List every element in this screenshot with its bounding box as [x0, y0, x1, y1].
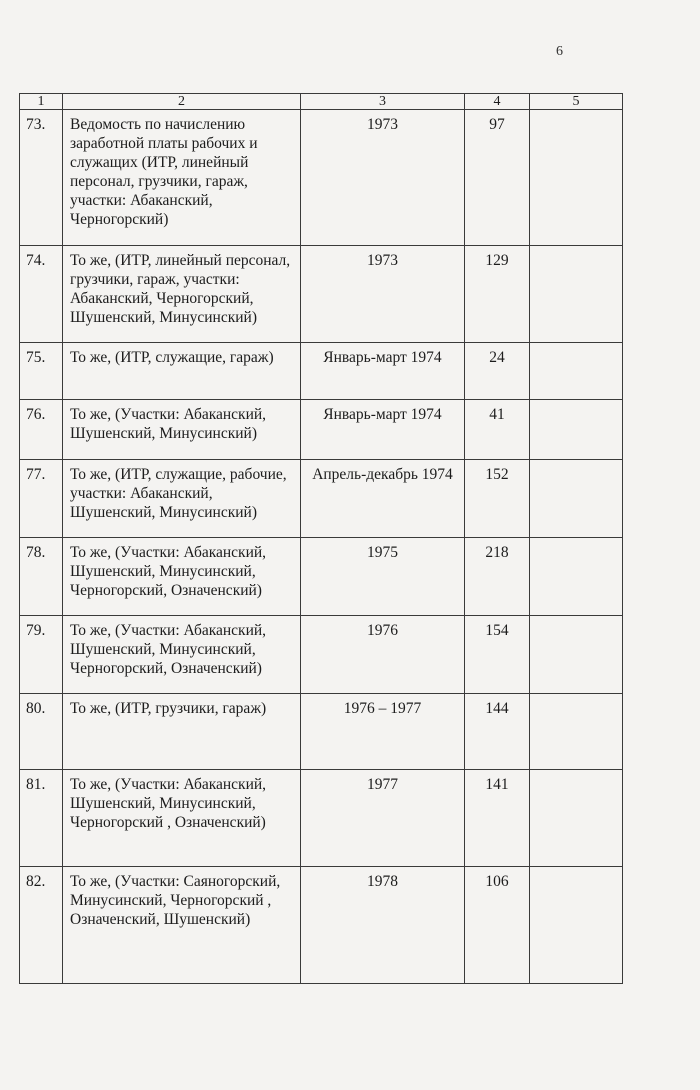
row-dates: 1978 [301, 867, 465, 984]
header-col-4: 4 [465, 94, 530, 110]
table-row [20, 694, 623, 770]
table-row [20, 400, 623, 460]
row-number: 80. [20, 694, 63, 770]
row-note [530, 343, 623, 400]
row-number: 73. [20, 110, 63, 246]
row-number: 76. [20, 400, 63, 460]
row-note [530, 616, 623, 694]
row-number: 81. [20, 770, 63, 867]
row-note [530, 110, 623, 246]
table-header-row [20, 94, 623, 110]
row-dates: 1973 [301, 110, 465, 246]
row-sheets: 97 [465, 110, 530, 246]
row-sheets: 24 [465, 343, 530, 400]
row-dates: 1977 [301, 770, 465, 867]
row-note [530, 246, 623, 343]
row-title: То же, (Участки: Саяногорский, Минусинский, Черногорский , Означенский, Шушенский) [63, 867, 301, 984]
row-title: Ведомость по начислению заработной платы рабочих и служащих (ИТР, линейный персонал, грузчики, гараж, участки: Абаканский, Черногорский) [63, 110, 301, 246]
row-title: То же, (Участки: Абаканский, Шушенский, Минусинский, Черногорский , Означенский) [63, 770, 301, 867]
row-note [530, 460, 623, 538]
table-row [20, 343, 623, 400]
table-row [20, 770, 623, 867]
row-number: 78. [20, 538, 63, 616]
row-dates: 1976 – 1977 [301, 694, 465, 770]
row-number: 77. [20, 460, 63, 538]
row-dates: Январь-март 1974 [301, 400, 465, 460]
header-col-1: 1 [20, 94, 63, 110]
row-sheets: 152 [465, 460, 530, 538]
row-sheets: 41 [465, 400, 530, 460]
row-sheets: 129 [465, 246, 530, 343]
row-title: То же, (ИТР, служащие, гараж) [63, 343, 301, 400]
row-title: То же, (Участки: Абаканский, Шушенский, Минусинский, Черногорский, Означенский) [63, 616, 301, 694]
row-note [530, 867, 623, 984]
row-dates: 1975 [301, 538, 465, 616]
header-col-2: 2 [63, 94, 301, 110]
row-dates: Апрель-декабрь 1974 [301, 460, 465, 538]
row-dates: 1973 [301, 246, 465, 343]
row-title: То же, (ИТР, служащие, рабочие, участки: Абаканский, Шушенский, Минусинский) [63, 460, 301, 538]
header-col-3: 3 [301, 94, 465, 110]
page-number: 6 [556, 44, 563, 59]
row-note [530, 770, 623, 867]
row-sheets: 106 [465, 867, 530, 984]
table-row [20, 538, 623, 616]
row-number: 74. [20, 246, 63, 343]
row-dates: 1976 [301, 616, 465, 694]
row-sheets: 141 [465, 770, 530, 867]
row-title: То же, (ИТР, грузчики, гараж) [63, 694, 301, 770]
row-title: То же, (Участки: Абаканский, Шушенский, Минусинский) [63, 400, 301, 460]
row-number: 75. [20, 343, 63, 400]
row-note [530, 694, 623, 770]
row-number: 79. [20, 616, 63, 694]
table-row [20, 867, 623, 984]
row-note [530, 400, 623, 460]
row-sheets: 144 [465, 694, 530, 770]
table-row [20, 246, 623, 343]
row-title: То же, (ИТР, линейный персонал, грузчики, гараж, участки: Абаканский, Черногорский, Шушенский, Минусинский) [63, 246, 301, 343]
table-row [20, 460, 623, 538]
row-dates: Январь-март 1974 [301, 343, 465, 400]
inventory-table [19, 93, 623, 984]
table-row [20, 110, 623, 246]
row-number: 82. [20, 867, 63, 984]
row-note [530, 538, 623, 616]
row-sheets: 154 [465, 616, 530, 694]
table-row [20, 616, 623, 694]
header-col-5: 5 [530, 94, 623, 110]
row-title: То же, (Участки: Абаканский, Шушенский, Минусинский, Черногорский, Означенский) [63, 538, 301, 616]
row-sheets: 218 [465, 538, 530, 616]
